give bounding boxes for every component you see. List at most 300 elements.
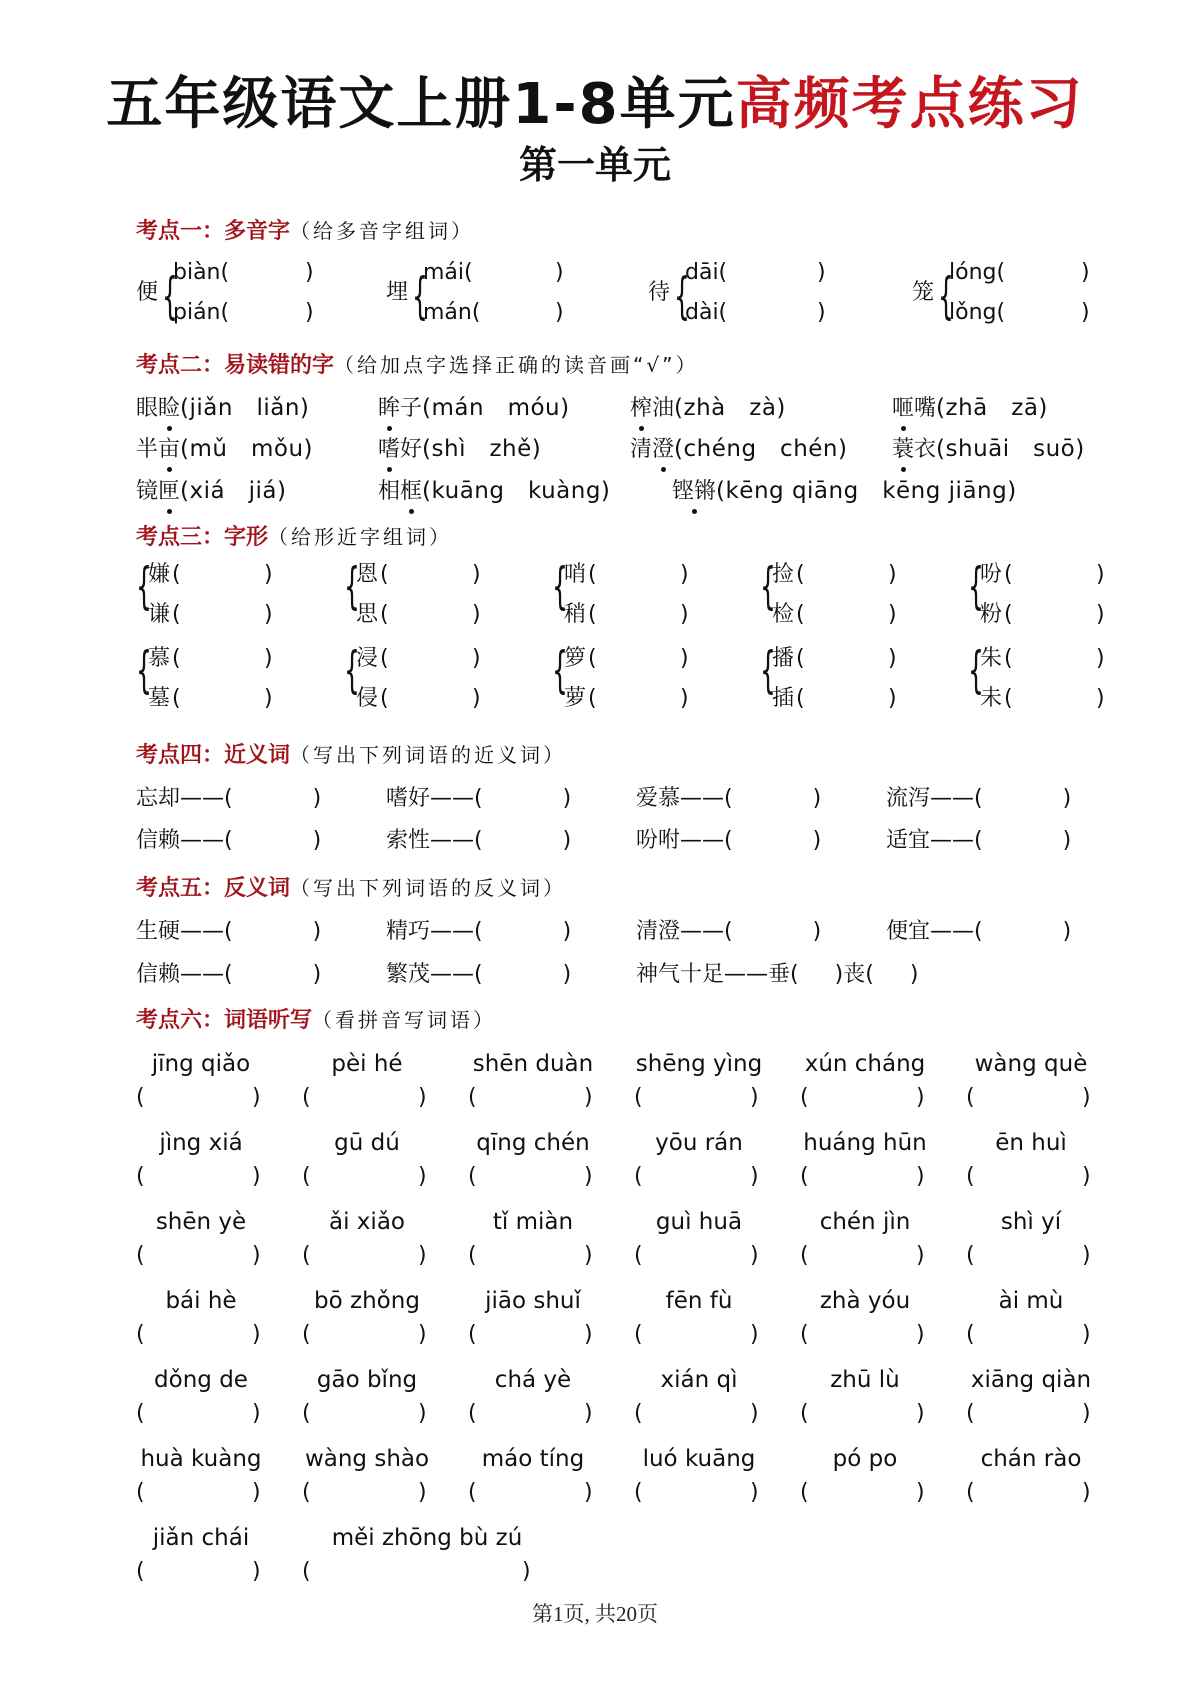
- similar-char: 哨: [564, 562, 587, 587]
- word-item: [636, 784, 821, 814]
- pronunciation-item: [136, 476, 286, 507]
- answer-blank[interactable]: [482, 1162, 578, 1192]
- similar-char: 谦: [148, 602, 171, 627]
- pinyin-prompt: tǐ miàn: [492, 1209, 574, 1235]
- rparen: ): [312, 962, 322, 987]
- rparen: ): [1096, 646, 1105, 671]
- lparen: (: [724, 828, 733, 853]
- word-item: [386, 784, 571, 814]
- polyphone-reading: lóng(: [949, 260, 1006, 285]
- lparen: (: [380, 646, 389, 671]
- rparen: ): [817, 260, 826, 285]
- pinyin-prompt: shēng yìng: [635, 1051, 763, 1077]
- answer-blank[interactable]: [814, 1399, 910, 1429]
- lparen: (: [468, 1322, 477, 1347]
- section-5-title: 考点五：反义词: [136, 876, 291, 901]
- brace-mark: {: [760, 641, 776, 699]
- rparen: ): [555, 260, 564, 285]
- lparen: (: [468, 1480, 477, 1505]
- polyphone-reading: biàn(: [173, 260, 230, 285]
- section-4-title: 考点四：近义词: [136, 743, 291, 768]
- lparen: (: [974, 786, 983, 811]
- answer-blank[interactable]: [482, 1320, 578, 1350]
- rparen: ): [252, 1401, 261, 1426]
- pinyin-prompt: xián qì: [660, 1367, 738, 1393]
- lparen: (: [224, 828, 233, 853]
- pronunciation-item: [892, 434, 1085, 465]
- pronunciation-item: [136, 434, 313, 465]
- polyphone-reading: lǒng(: [949, 300, 1006, 325]
- pinyin-options: (mán móu): [422, 395, 570, 421]
- lparen: (: [468, 1401, 477, 1426]
- word-text: 精巧: [386, 919, 431, 944]
- word-text: 便宜: [886, 919, 931, 944]
- pinyin-prompt: zhà yóu: [819, 1288, 911, 1314]
- word-item: [386, 917, 571, 947]
- answer-blank[interactable]: [316, 1557, 516, 1587]
- lparen: (: [468, 1085, 477, 1110]
- word-text: 爱慕: [636, 786, 681, 811]
- lparen: (: [224, 786, 233, 811]
- rparen: ): [1082, 1243, 1091, 1268]
- lparen: (: [634, 1085, 643, 1110]
- pinyin-options: (mǔ mǒu): [180, 436, 314, 462]
- rparen: ): [1096, 562, 1105, 587]
- lparen: (: [588, 602, 597, 627]
- brace-mark: {: [136, 557, 152, 615]
- lparen: (: [800, 1085, 809, 1110]
- answer-blank[interactable]: [316, 1241, 412, 1271]
- rparen: ): [305, 260, 314, 285]
- lparen: (: [974, 828, 983, 853]
- rparen: ): [888, 646, 897, 671]
- rparen: ): [562, 919, 572, 944]
- pinyin-prompt: dǒng de: [154, 1367, 248, 1393]
- pinyin-options: (xiá jiá): [180, 478, 287, 504]
- lparen: (: [800, 1243, 809, 1268]
- brace-mark: {: [968, 641, 984, 699]
- pinyin-prompt: pó po: [832, 1446, 898, 1472]
- plain-char: 清: [630, 437, 653, 462]
- lparen: (: [468, 1243, 477, 1268]
- lparen: (: [302, 1322, 311, 1347]
- answer-blank[interactable]: [150, 1241, 246, 1271]
- answer-blank[interactable]: [150, 1320, 246, 1350]
- pinyin-prompt: chá yè: [494, 1367, 572, 1393]
- lparen: (: [634, 1243, 643, 1268]
- dash: ——: [180, 828, 225, 853]
- similar-char: 萝: [564, 686, 587, 711]
- antonym-special-a: 神气十足——垂: [636, 962, 791, 987]
- answer-blank[interactable]: [980, 1162, 1076, 1192]
- rparen: ): [312, 919, 322, 944]
- word-text: 信赖: [136, 828, 181, 853]
- lparen: (: [966, 1480, 975, 1505]
- section-1-title: 考点一：多音字: [136, 219, 291, 244]
- answer-blank[interactable]: [980, 1399, 1076, 1429]
- rparen: ): [418, 1322, 427, 1347]
- answer-blank[interactable]: [316, 1162, 412, 1192]
- rparen: ): [472, 602, 481, 627]
- rparen: ): [1082, 1401, 1091, 1426]
- lparen: (: [380, 562, 389, 587]
- answer-blank[interactable]: [150, 1083, 246, 1113]
- similar-char: 箩: [564, 646, 587, 671]
- rparen: ): [418, 1480, 427, 1505]
- rparen: ): [264, 602, 273, 627]
- section-1-hint: （给多音字组词）: [290, 219, 475, 243]
- lparen: (: [1004, 646, 1013, 671]
- section-2-hint: （给加点字选择正确的读音画“√”）: [334, 353, 699, 377]
- pinyin-prompt: shì yí: [1000, 1209, 1062, 1235]
- rparen: ): [916, 1322, 925, 1347]
- title-red: 高频考点练习: [735, 72, 1084, 137]
- pinyin-prompt: qīng chén: [476, 1130, 590, 1156]
- pinyin-prompt: gū dú: [334, 1130, 400, 1156]
- pinyin-options: (jiǎn liǎn): [180, 395, 310, 421]
- polyphone-reading: mán(: [423, 300, 481, 325]
- pronunciation-item: [136, 393, 309, 424]
- similar-char: 插: [772, 686, 795, 711]
- rparen: ): [1081, 260, 1090, 285]
- rparen: ): [834, 962, 844, 987]
- rparen: ): [472, 686, 481, 711]
- dotted-char: 蓑: [892, 435, 914, 465]
- dotted-char: 睑: [158, 394, 180, 424]
- rparen: ): [418, 1243, 427, 1268]
- pinyin-options: (zhà zà): [674, 395, 786, 421]
- brace-mark: {: [674, 267, 690, 325]
- rparen: ): [1081, 300, 1090, 325]
- word-item: [136, 917, 321, 947]
- section-3-title: 考点三：字形: [136, 525, 269, 550]
- rparen: ): [750, 1401, 759, 1426]
- plain-char: 好: [400, 437, 423, 462]
- answer-blank[interactable]: [648, 1083, 744, 1113]
- section-6-title: 考点六：词语听写: [136, 1008, 313, 1033]
- similar-char: 播: [772, 646, 795, 671]
- word-text: 清澄: [636, 919, 681, 944]
- lparen: (: [474, 919, 483, 944]
- answer-blank[interactable]: [150, 1162, 246, 1192]
- rparen: ): [584, 1164, 593, 1189]
- pinyin-prompt: ǎi xiǎo: [329, 1209, 405, 1235]
- lparen: (: [974, 919, 983, 944]
- rparen: ): [562, 828, 572, 853]
- dotted-char: 铿锵: [672, 477, 716, 507]
- dash: ——: [430, 786, 475, 811]
- answer-blank[interactable]: [648, 1478, 744, 1508]
- similar-char: 检: [772, 602, 795, 627]
- lparen: (: [302, 1164, 311, 1189]
- rparen: ): [312, 828, 322, 853]
- pinyin-prompt: pèi hé: [331, 1051, 403, 1077]
- answer-blank[interactable]: [814, 1162, 910, 1192]
- plain-char: 油: [652, 396, 675, 421]
- answer-blank[interactable]: [150, 1557, 246, 1587]
- plain-char: 半: [136, 437, 159, 462]
- similar-char: 浸: [356, 646, 379, 671]
- rparen: ): [562, 786, 572, 811]
- lparen: (: [1004, 686, 1013, 711]
- word-item: [136, 826, 321, 856]
- similar-char: 思: [356, 602, 379, 627]
- pinyin-prompt: jiǎn chái: [152, 1525, 250, 1551]
- plain-char: 子: [400, 396, 423, 421]
- unit-subtitle: 第一单元: [518, 143, 671, 187]
- brace-mark: {: [344, 641, 360, 699]
- word-item: [386, 960, 571, 990]
- lparen: (: [172, 686, 181, 711]
- word-item: [636, 826, 821, 856]
- plain-char: 嘴: [914, 396, 937, 421]
- rparen: ): [888, 602, 897, 627]
- word-text: 嗜好: [386, 786, 431, 811]
- dotted-char: 榨: [630, 394, 652, 424]
- answer-blank[interactable]: [482, 1241, 578, 1271]
- rparen: ): [916, 1243, 925, 1268]
- answer-blank[interactable]: [648, 1162, 744, 1192]
- lparen: (: [380, 602, 389, 627]
- word-item: [136, 960, 321, 990]
- plain-char: 镜: [136, 479, 159, 504]
- answer-blank[interactable]: [814, 1320, 910, 1350]
- section-4-hint: （写出下列词语的近义词）: [290, 743, 567, 767]
- rparen: ): [418, 1085, 427, 1110]
- brace-mark: {: [136, 641, 152, 699]
- similar-char: 朱: [980, 646, 1003, 671]
- lparen: (: [634, 1164, 643, 1189]
- rparen: ): [1082, 1085, 1091, 1110]
- rparen: ): [305, 300, 314, 325]
- rparen: ): [584, 1322, 593, 1347]
- dotted-char: 咂: [892, 394, 914, 424]
- pronunciation-item: [378, 476, 610, 507]
- lparen: (: [588, 686, 597, 711]
- section-6-heading: [136, 1005, 496, 1036]
- dash: ——: [930, 828, 975, 853]
- lparen: (: [136, 1401, 145, 1426]
- dash: ——: [430, 962, 475, 987]
- rparen: ): [812, 828, 822, 853]
- lparen: (: [800, 1164, 809, 1189]
- rparen: ): [522, 1559, 531, 1584]
- lparen: (: [796, 602, 805, 627]
- pinyin-prompt: huáng hūn: [803, 1130, 927, 1156]
- dash: ——: [430, 828, 475, 853]
- lparen: (: [172, 562, 181, 587]
- brace-mark: {: [938, 267, 954, 325]
- brace-mark: {: [552, 641, 568, 699]
- answer-blank[interactable]: [150, 1399, 246, 1429]
- dash: ——: [680, 919, 725, 944]
- pronunciation-item: [630, 393, 786, 424]
- similar-char: 墓: [148, 686, 171, 711]
- word-text: 生硬: [136, 919, 181, 944]
- rparen: ): [1082, 1480, 1091, 1505]
- rparen: ): [680, 602, 689, 627]
- pinyin-options: (shì zhě): [422, 436, 542, 462]
- lparen: (: [796, 686, 805, 711]
- pinyin-prompt: bái hè: [165, 1288, 237, 1314]
- pinyin-prompt: xiāng qiàn: [970, 1367, 1092, 1393]
- pinyin-prompt: wàng què: [974, 1051, 1088, 1077]
- answer-blank[interactable]: [316, 1320, 412, 1350]
- pinyin-prompt: bō zhǒng: [314, 1288, 420, 1314]
- word-text: 繁茂: [386, 962, 431, 987]
- answer-blank[interactable]: [980, 1320, 1076, 1350]
- lparen: (: [136, 1085, 145, 1110]
- rparen: ): [252, 1085, 261, 1110]
- word-item: [886, 784, 1071, 814]
- rparen: ): [812, 919, 822, 944]
- lparen: (: [796, 646, 805, 671]
- pinyin-prompt: měi zhōng bù zú: [331, 1525, 523, 1551]
- answer-blank[interactable]: [482, 1083, 578, 1113]
- answer-blank[interactable]: [316, 1083, 412, 1113]
- pronunciation-item: [630, 434, 847, 465]
- pinyin-prompt: chán rào: [980, 1446, 1082, 1472]
- lparen: (: [302, 1243, 311, 1268]
- lparen: (: [1004, 602, 1013, 627]
- answer-blank[interactable]: [814, 1241, 910, 1271]
- answer-blank[interactable]: [482, 1399, 578, 1429]
- pronunciation-item: [892, 393, 1048, 424]
- answer-blank[interactable]: [980, 1241, 1076, 1271]
- section-5-heading: [136, 873, 566, 904]
- rparen: ): [750, 1322, 759, 1347]
- lparen: (: [634, 1322, 643, 1347]
- polyphone-char: 待: [648, 280, 671, 305]
- rparen: ): [1062, 786, 1072, 811]
- rparen: ): [418, 1164, 427, 1189]
- dotted-char: 框: [400, 477, 422, 507]
- lparen: (: [136, 1322, 145, 1347]
- lparen: (: [724, 786, 733, 811]
- plain-char: 衣: [914, 437, 937, 462]
- answer-blank[interactable]: [814, 1478, 910, 1508]
- rparen: ): [1062, 828, 1072, 853]
- similar-char: 嫌: [148, 562, 171, 587]
- lparen: (: [724, 919, 733, 944]
- lparen: (: [474, 786, 483, 811]
- rparen: ): [750, 1085, 759, 1110]
- answer-blank[interactable]: [316, 1399, 412, 1429]
- rparen: ): [1096, 686, 1105, 711]
- pinyin-options: (kuāng kuàng): [422, 478, 611, 504]
- answer-blank[interactable]: [980, 1083, 1076, 1113]
- rparen: ): [584, 1243, 593, 1268]
- answer-blank[interactable]: [648, 1399, 744, 1429]
- dash: ——: [180, 786, 225, 811]
- word-text: 吩咐: [636, 828, 681, 853]
- section-4-heading: [136, 740, 566, 771]
- rparen: ): [680, 646, 689, 671]
- similar-char: 吩: [980, 562, 1003, 587]
- answer-blank[interactable]: [648, 1241, 744, 1271]
- rparen: ): [909, 962, 919, 987]
- lparen: (: [966, 1243, 975, 1268]
- brace-mark: {: [760, 557, 776, 615]
- pinyin-prompt: ēn huì: [995, 1130, 1067, 1156]
- dotted-char: 澄: [652, 435, 674, 465]
- polyphone-reading: pián(: [173, 300, 230, 325]
- rparen: ): [562, 962, 572, 987]
- pinyin-prompt: xún cháng: [804, 1051, 926, 1077]
- answer-blank[interactable]: [980, 1478, 1076, 1508]
- pinyin-options: (shuāi suō): [936, 436, 1085, 462]
- pinyin-prompt: yōu rán: [655, 1130, 743, 1156]
- pinyin-prompt: fēn fù: [665, 1288, 733, 1314]
- lparen: (: [380, 686, 389, 711]
- rparen: ): [312, 786, 322, 811]
- brace-mark: {: [968, 557, 984, 615]
- rparen: ): [252, 1480, 261, 1505]
- answer-blank[interactable]: [482, 1478, 578, 1508]
- pinyin-prompt: luó kuāng: [642, 1446, 756, 1472]
- word-item: [886, 826, 1071, 856]
- similar-char: 慕: [148, 646, 171, 671]
- plain-char: 眼: [136, 396, 159, 421]
- rparen: ): [817, 300, 826, 325]
- lparen: (: [474, 962, 483, 987]
- polyphone-reading: dāi(: [685, 260, 728, 285]
- pronunciation-item: [672, 476, 1017, 507]
- rparen: ): [252, 1243, 261, 1268]
- brace-mark: {: [552, 557, 568, 615]
- lparen: (: [966, 1322, 975, 1347]
- answer-blank[interactable]: [150, 1478, 246, 1508]
- rparen: ): [555, 300, 564, 325]
- rparen: ): [1082, 1322, 1091, 1347]
- dash: ——: [180, 962, 225, 987]
- lparen: (: [800, 1401, 809, 1426]
- rparen: ): [916, 1401, 925, 1426]
- answer-blank[interactable]: [648, 1320, 744, 1350]
- rparen: ): [264, 646, 273, 671]
- word-item: [386, 826, 571, 856]
- answer-blank[interactable]: [316, 1478, 412, 1508]
- dash: ——: [930, 786, 975, 811]
- lparen: (: [966, 1401, 975, 1426]
- pronunciation-item: [378, 393, 570, 424]
- rparen: ): [1062, 919, 1072, 944]
- dotted-char: 亩: [158, 435, 180, 465]
- section-6-hint: （看拼音写词语）: [312, 1008, 497, 1032]
- lparen: (: [800, 1322, 809, 1347]
- rparen: ): [750, 1243, 759, 1268]
- plain-char: 相: [378, 479, 401, 504]
- rparen: ): [264, 562, 273, 587]
- word-text: 适宜: [886, 828, 931, 853]
- pinyin-prompt: chén jìn: [819, 1209, 911, 1235]
- polyphone-char: 埋: [386, 280, 409, 305]
- answer-blank[interactable]: [814, 1083, 910, 1113]
- pinyin-prompt: huà kuàng: [140, 1446, 262, 1472]
- lparen: (: [800, 1480, 809, 1505]
- word-item: [886, 917, 1071, 947]
- similar-char: 未: [980, 686, 1003, 711]
- rparen: ): [472, 562, 481, 587]
- dash: ——: [180, 919, 225, 944]
- pinyin-options: (zhā zā): [936, 395, 1048, 421]
- similar-char: 恩: [356, 562, 379, 587]
- pinyin-options: (kēng qiāng kēng jiāng): [716, 478, 1017, 504]
- dash: ——: [680, 828, 725, 853]
- pinyin-prompt: shēn duàn: [472, 1051, 594, 1077]
- rparen: ): [472, 646, 481, 671]
- rparen: ): [680, 562, 689, 587]
